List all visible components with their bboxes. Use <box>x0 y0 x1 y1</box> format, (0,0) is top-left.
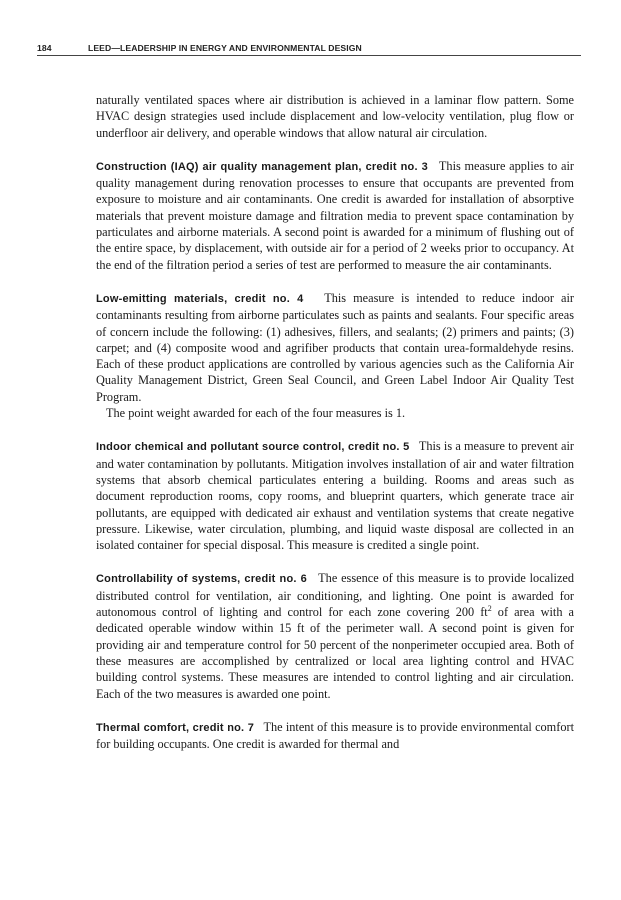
header-rule <box>37 55 581 56</box>
page-body <box>96 92 574 752</box>
superscript-2: 2 <box>487 603 492 613</box>
intro-paragraph: naturally ventilated spaces where air distribution is achieved in a laminar flow pattern. Some HVAC design strategies used include displacement and low-velocity ventilation, plug flow or underfloor air delivery, and operable windows that allow natural air circulation. <box>96 93 574 140</box>
section-heading: Indoor chemical and pollutant source control, credit no. 5 <box>96 441 410 454</box>
section-credit-4 <box>96 290 574 405</box>
section-credit-4-followup: The point weight awarded for each of the four measures is 1. <box>106 406 406 421</box>
running-header <box>37 40 581 60</box>
section-heading: Thermal comfort, credit no. 7 <box>96 721 255 734</box>
section-text-continued: of area with a dedicated operable window within 15 ft of the perimeter wall. A second point is given for providing air and temperature control for 50 percent of the nonperimeter occupied area. Both of these measures are accomplished by centralized or local area lighting control and HVAC building control systems. These measures are intended to control lighting and air circulation. Each of the two measures is awarded one point. <box>96 605 574 701</box>
section-text: This measure is intended to reduce indoor air contaminants resulting from airborne particulates such as paints and sealants. Four specific areas of concern include the following: (1) adhesives, fillers, and sealants; (2) primers and paints; (3) carpet; and (4) composite wood and agrifiber products that contain urea-formaldehyde resins. Each of these product applications are controlled by various agencies such as the California Air Quality Management District, Green Seal Council, and Green Label Indoor Air Quality Test Program. <box>96 290 574 404</box>
section-credit-3 <box>96 158 574 273</box>
section-text: This measure applies to air quality management during renovation processes to ensure that occupants are prevented from exposure to moisture and air contaminants. One credit is awarded for installation of absorptive materials that prevent moisture damage and filtration media to prevent space contamination by particulates and airborne materials. A second point is awarded for a minimum of flushing out of the entire space, by displacement, with outside air for a period of 2 weeks prior to occupancy. At the end of the filtration period a series of test are performed to measure the air contaminants. <box>96 158 574 272</box>
section-heading: Controllability of systems, credit no. 6 <box>96 573 307 586</box>
page-number: 184 <box>37 43 52 53</box>
section-text: The intent of this measure is to provide environmental comfort for building occupants. One credit is awarded for thermal and <box>96 719 574 752</box>
section-text: This is a measure to prevent air and water contamination by pollutants. Mitigation involves installation of air and water filtration systems that absorb chemical particulates entering a building. Rooms and areas such as document reproduction rooms, copy rooms, and blueprint quarters, which generate trace air pollutants, are equipped with dedicated air exhaust and ventilation systems that create negative pressure. Likewise, water circulation, plumbing, and liquid waste disposal are collected in an isolated container for special disposal. This measure is credited a single point. <box>96 439 574 553</box>
section-credit-5 <box>96 438 574 553</box>
section-credit-6 <box>96 570 574 701</box>
section-heading: Construction (IAQ) air quality management plan, credit no. 3 <box>96 160 428 173</box>
section-heading: Low-emitting materials, credit no. 4 <box>96 292 304 305</box>
section-credit-7 <box>96 719 574 753</box>
running-title: LEED—LEADERSHIP IN ENERGY AND ENVIRONMENTAL DESIGN <box>88 43 362 53</box>
section-text: The essence of this measure is to provide localized distributed control for ventilation, air conditioning, and lighting. One point is awarded for autonomous control of lighting and control for each zone covering 200 ft <box>96 571 575 620</box>
